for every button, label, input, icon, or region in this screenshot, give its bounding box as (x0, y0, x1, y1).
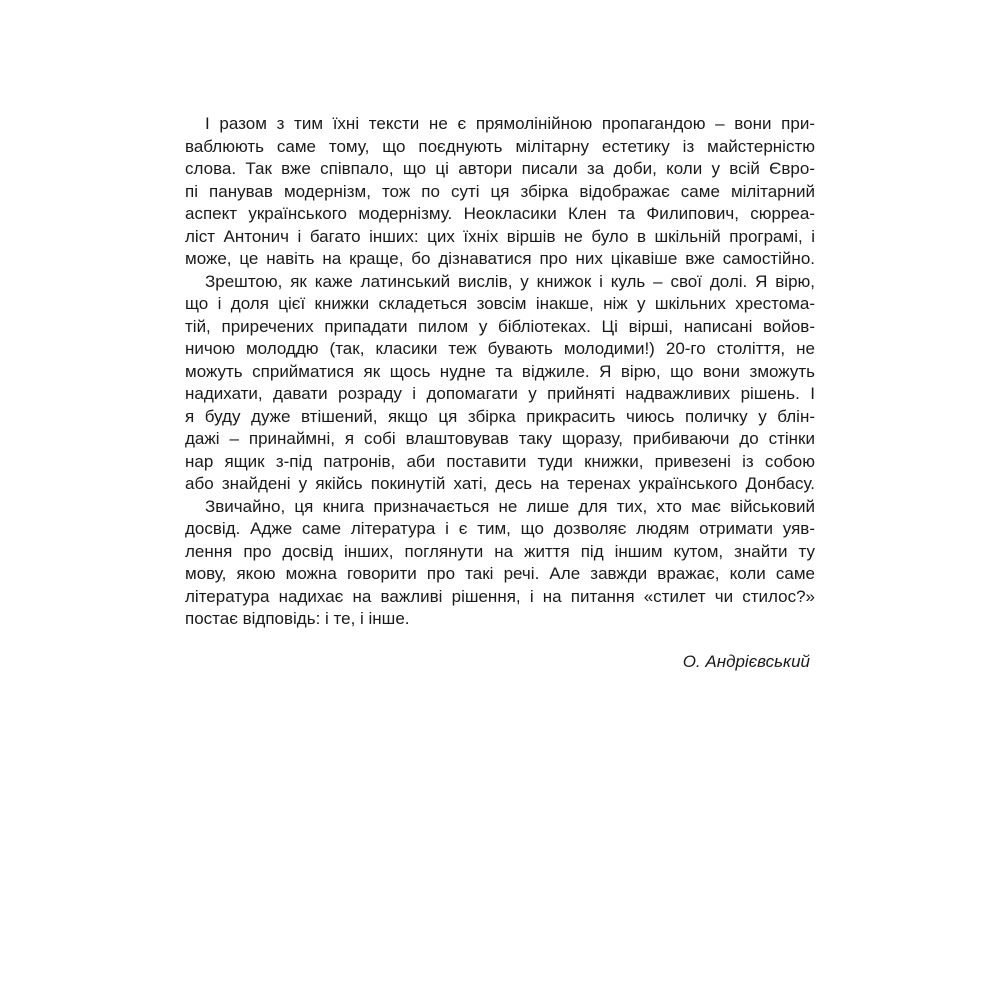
text-line: що і доля цієї книжки складеться зовсім інакше, ніж у шкільних хрестома- (185, 294, 815, 313)
author-signature: О. Андрієвський (682, 652, 810, 671)
text-line: ничою молоддю (так, класики теж бувають молодими!) 20-го століття, не (185, 339, 815, 358)
text-line: література надихає на важливі рішення, і на питання «стилет чи стилос?» (185, 586, 815, 606)
text-line: надихати, давати розраду і допомагати у прийняті надважливих рішень. І (185, 384, 815, 403)
text-line: нар ящик з-під патронів, аби поставити туди книжки, привезені із собою (185, 451, 815, 471)
text-line: дажі – принаймні, я собі влаштовував таку щоразу, прибиваючи до стінки (185, 429, 815, 448)
text-line: Зрештою, як каже латинський вислів, у книжок і куль – свої долі. Я вірю, (205, 271, 815, 291)
text-line: тій, приречених припадати пилом у бібліотеках. Ці вірші, написані войов- (185, 316, 815, 336)
text-line: аспект українського модернізму. Неокласики Клен та Филипович, сюрреа- (185, 204, 815, 223)
text-line: ваблюють саме тому, що поєднують мілітарну естетику із майстерністю (185, 136, 815, 156)
text-line: можуть сприйматися як щось нудне та віджиле. Я вірю, що вони зможуть (185, 361, 815, 381)
text-line: лення про досвід інших, поглянути на життя під іншим кутом, знайти ту (185, 541, 815, 561)
text-line: ліст Антонич і багато інших: цих їхніх віршів не було в шкільній програмі, і (185, 226, 815, 246)
body-text (185, 113, 815, 631)
text-line: Звичайно, ця книга призначається не лише для тих, хто має військовий (205, 496, 815, 516)
text-line: я буду дуже втішений, якщо ця збірка прикрасить чиюсь поличку у блін- (185, 406, 815, 426)
text-line: досвід. Адже саме література і є тим, що дозволяє людям отримати уяв- (185, 519, 815, 538)
paragraph-3 (185, 496, 815, 631)
text-line: І разом з тим їхні тексти не є прямолінійною пропагандою – вони при- (205, 114, 815, 133)
text-line: мову, якою можна говорити про такі речі. Але завжди вражає, коли саме (185, 564, 815, 583)
text-line: може, це навіть на краще, бо дізнаватися про них цікавіше вже самостійно. (185, 249, 815, 268)
paragraph-1 (185, 113, 815, 271)
text-line: або знайдені у якійсь покинутій хаті, десь на теренах українського Донбасу. (185, 474, 815, 493)
text-line: слова. Так вже співпало, що ці автори писали за доби, коли у всій Євро- (185, 159, 815, 178)
text-line: пі панував модернізм, тож по суті ця збірка відображає саме мілітарний (185, 181, 815, 201)
paragraph-2 (185, 271, 815, 496)
text-line: постає відповідь: і те, і інше. (185, 609, 410, 628)
